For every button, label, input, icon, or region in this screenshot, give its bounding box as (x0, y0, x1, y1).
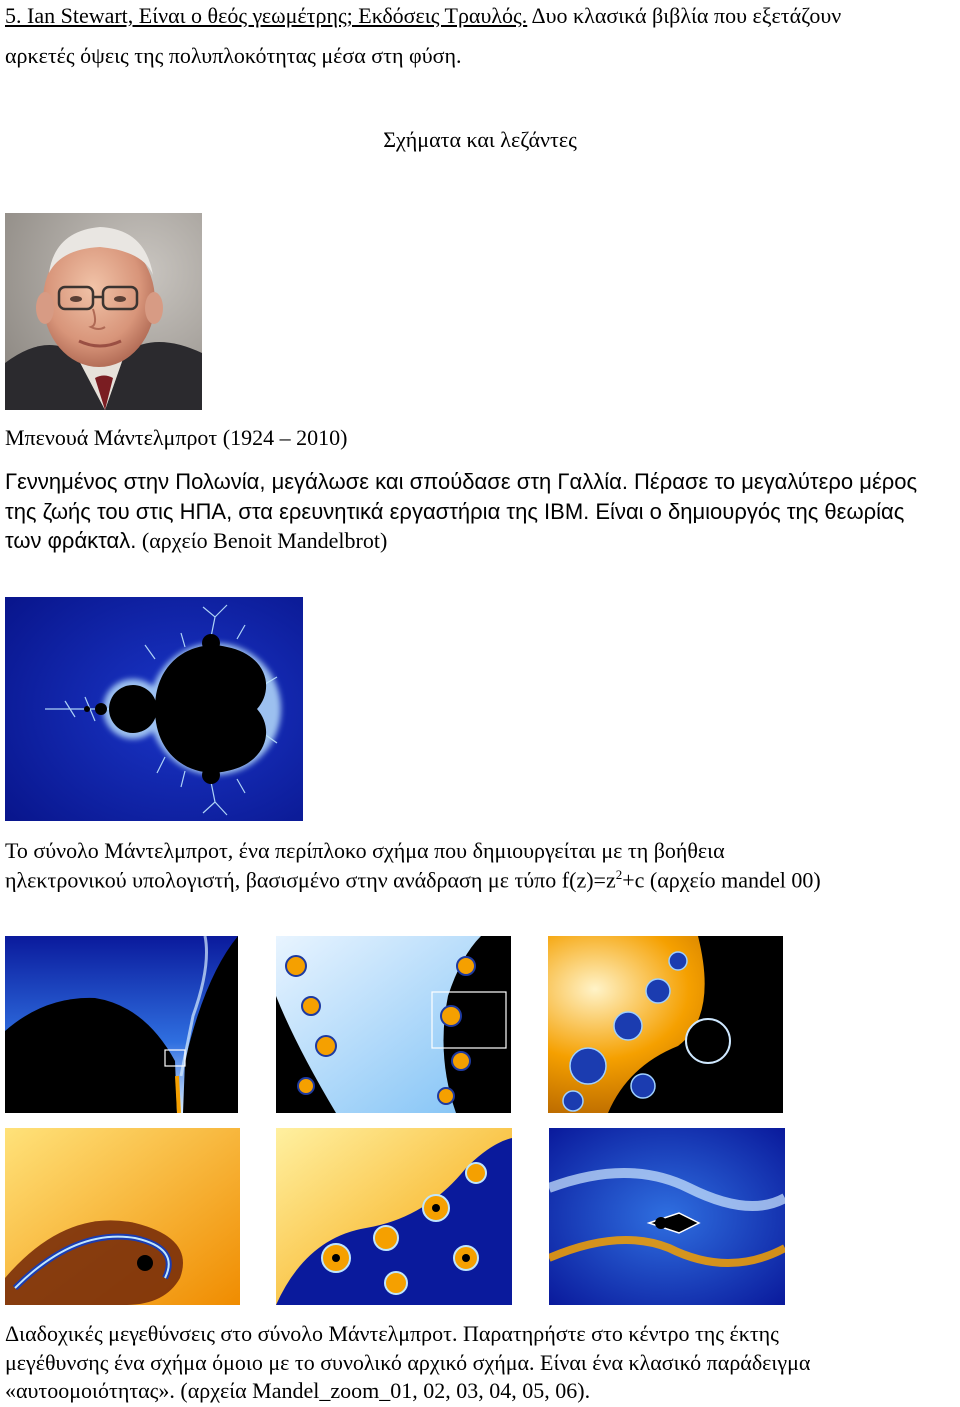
zoom-caption-line1: Διαδοχικές μεγεθύνσεις στο σύνολο Μάντελμπροτ. Παρατηρήστε στο κέντρο της έκτης (5, 1321, 779, 1346)
portrait-caption-line2: της ζωής του στις ΗΠΑ, στα ερευνητικά εργαστήρια της IBM. Είναι ο δημιουργός της θεωρίας (5, 499, 905, 524)
portrait-caption-line3 (5, 528, 387, 554)
zoom-caption-line2: μεγέθυνσης ένα σχήμα όμοιο με το συνολικό αρχικό σχήμα. Είναι ένα κλασικό παράδειγμα (5, 1350, 811, 1375)
section-heading: Σχήματα και λεζάντες (383, 127, 577, 152)
portrait-caption-line1: Γεννημένος στην Πολωνία, μεγάλωσε και σπούδασε στη Γαλλία. Πέρασε το μεγαλύτερο μέρος (5, 469, 918, 494)
reference-item-5-line2: αρκετές όψεις της πολυπλοκότητας μέσα στη φύση. (5, 43, 462, 68)
mandelbrot-caption-line2-b: +c (αρχείο mandel 00) (622, 867, 821, 893)
portrait-photo-mandelbrot (5, 213, 202, 410)
zoom-image-4 (5, 1128, 240, 1305)
zoom-image-6 (549, 1128, 785, 1305)
mandelbrot-caption-line2-a: ηλεκτρονικού υπολογιστή, βασισμένο στην ανάδραση με τύπο f(z)=z (5, 867, 616, 893)
portrait-name-line: Μπενουά Μάντελμπροτ (1924 – 2010) (5, 425, 348, 450)
zoom-caption-line3: «αυτοομοιότητας». (αρχεία Mandel_zoom_01, 02, 03, 04, 05, 06). (5, 1378, 591, 1403)
reference-item-5 (5, 3, 841, 29)
mandelbrot-caption-line1: Το σύνολο Μάντελμπροτ, ένα περίπλοκο σχήμα που δημιουργείται με τη βοήθεια (5, 838, 725, 863)
exponent: 2 (615, 867, 623, 882)
mandelbrot-caption-line2 (5, 867, 821, 893)
zoom-image-5 (276, 1128, 512, 1305)
portrait-caption-line3-a: των φράκταλ. (5, 528, 137, 553)
zoom-image-2 (276, 936, 511, 1113)
reference-text: Δυο κλασικά βιβλία που εξετάζουν (527, 3, 842, 28)
reference-link[interactable]: 5. Ian Stewart, Είναι ο θεός γεωμέτρης; Εκδόσεις Τραυλός. (5, 3, 528, 28)
zoom-image-3 (548, 936, 783, 1113)
portrait-caption-line3-b: (αρχείο Benoit Mandelbrot) (136, 528, 388, 553)
zoom-image-1 (5, 936, 238, 1113)
mandelbrot-set-image (5, 597, 303, 821)
